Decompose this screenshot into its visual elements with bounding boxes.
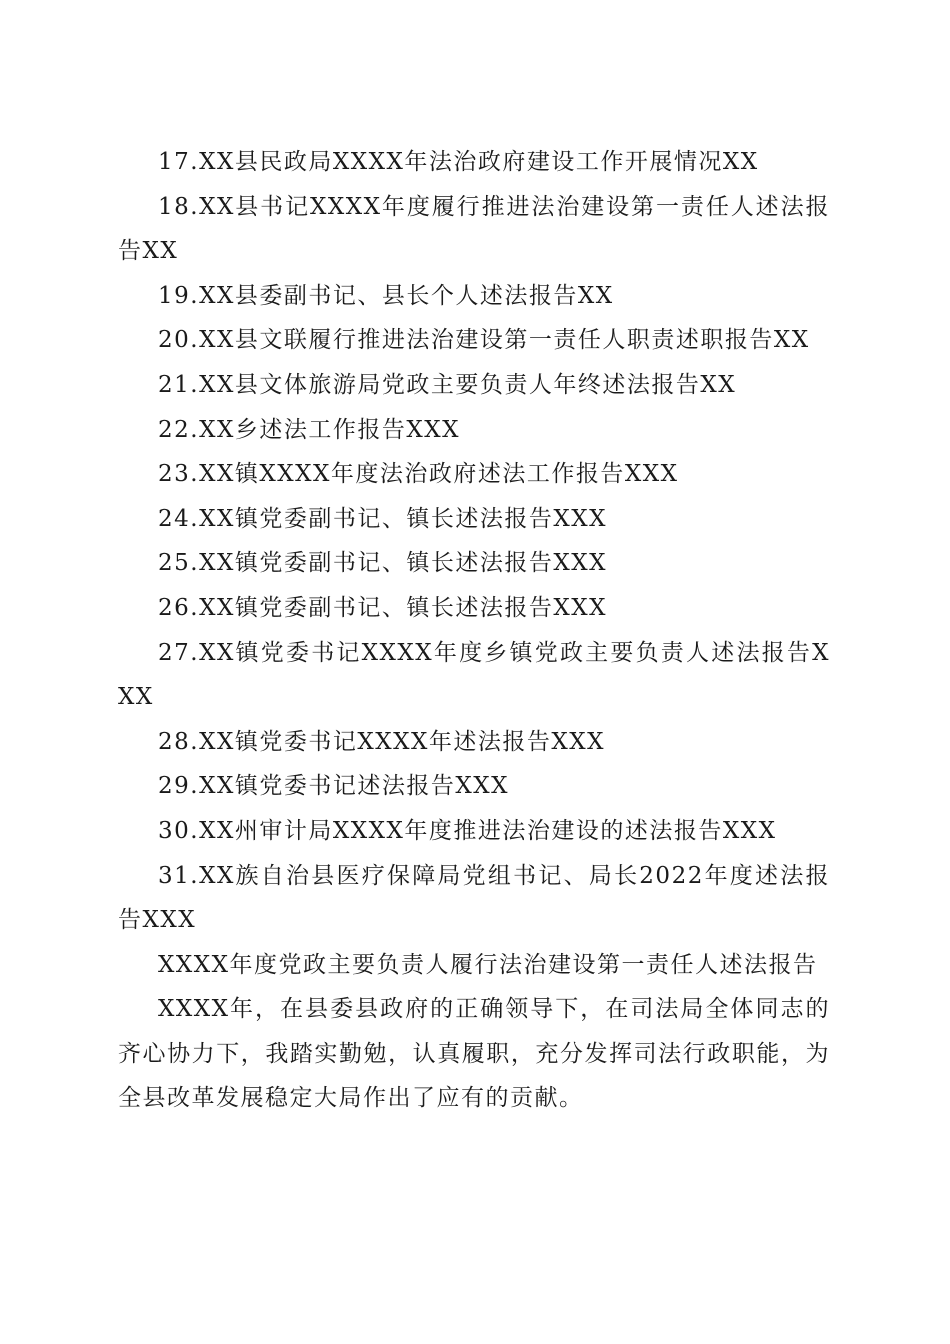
list-item: 21.XX县文体旅游局党政主要负责人年终述法报告XX <box>158 371 737 398</box>
list-item: 23.XX镇XXXX年度法治政府述法工作报告XXX <box>158 461 679 488</box>
list-item: 20.XX县文联履行推进法治建设第一责任人职责述职报告XX <box>158 327 810 354</box>
list-item: 22.XX乡述法工作报告XXX <box>158 416 460 443</box>
list-item: 31.XX族自治县医疗保障局党组书记、局长2022年度述法报告XXX <box>118 862 830 934</box>
document-body <box>118 140 830 1121</box>
list-item: 29.XX镇党委书记述法报告XXX <box>158 773 509 800</box>
report-title: XXXX年度党政主要负责人履行法治建设第一责任人述法报告 <box>158 951 818 978</box>
body-paragraph: XXXX年，在县委县政府的正确领导下，在司法局全体同志的齐心协力下，我踏实勤勉，认真履职，充分发挥司法行政职能，为全县改革发展稳定大局作出了应有的贡献。 <box>118 996 830 1112</box>
list-item: 27.XX镇党委书记XXXX年度乡镇党政主要负责人述法报告XXX <box>118 639 830 711</box>
list-item: 28.XX镇党委书记XXXX年述法报告XXX <box>158 728 605 755</box>
list-item: 19.XX县委副书记、县长个人述法报告XX <box>158 282 614 309</box>
list-item: 17.XX县民政局XXXX年法治政府建设工作开展情况XX <box>158 149 759 175</box>
list-item: 25.XX镇党委副书记、镇长述法报告XXX <box>158 550 607 577</box>
list-item: 26.XX镇党委副书记、镇长述法报告XXX <box>158 594 607 621</box>
list-item: 30.XX州审计局XXXX年度推进法治建设的述法报告XXX <box>158 817 777 844</box>
list-item: 18.XX县书记XXXX年度履行推进法治建设第一责任人述法报告XX <box>118 193 830 265</box>
list-item: 24.XX镇党委副书记、镇长述法报告XXX <box>158 505 607 532</box>
